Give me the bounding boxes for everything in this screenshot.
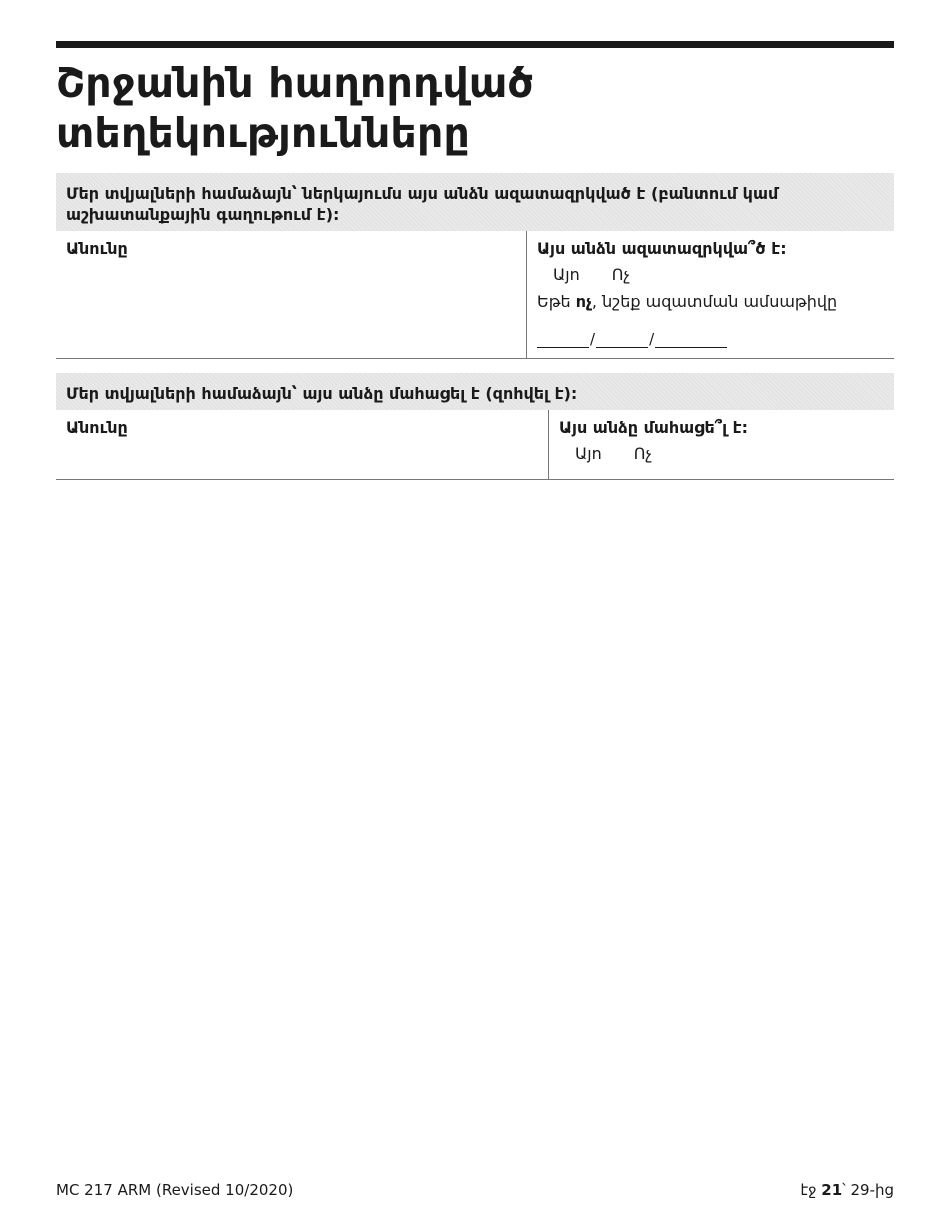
release-date-year-blank[interactable] — [655, 333, 727, 348]
incarcerated-option-no[interactable]: Ոչ — [611, 265, 630, 284]
deceased-options — [559, 444, 884, 463]
footer-page-current: 21 — [821, 1181, 843, 1199]
release-date-field — [537, 330, 884, 348]
incarcerated-question-cell — [526, 231, 894, 358]
deceased-name-field[interactable] — [56, 410, 548, 479]
footer-page-prefix: էջ — [800, 1181, 817, 1199]
release-date-instruction-prefix: Եթե — [537, 292, 571, 311]
release-date-separator-1: / — [590, 330, 596, 348]
page-title — [56, 58, 894, 173]
deceased-row — [56, 410, 894, 480]
release-date-month-blank[interactable] — [537, 333, 589, 348]
deceased-section — [56, 373, 894, 480]
footer-page-number — [800, 1181, 894, 1199]
form-page — [56, 41, 894, 480]
incarcerated-name-field[interactable] — [56, 231, 526, 358]
incarcerated-row — [56, 231, 894, 359]
deceased-question: Այս անձը մահացե՞լ է: — [559, 418, 749, 437]
incarcerated-section — [56, 173, 894, 359]
incarcerated-section-header: Մեր տվյալների համաձայն՝ ներկայումս այս անձն ազատազրկված է (բանտում կամ աշխատանքային գաղութում է): — [56, 173, 894, 231]
page-title-line-2: տեղեկությունները — [56, 109, 471, 157]
release-date-instruction — [537, 292, 884, 311]
release-date-day-blank[interactable] — [596, 333, 648, 348]
release-date-separator-2: / — [649, 330, 655, 348]
deceased-option-yes[interactable]: Այո — [575, 444, 602, 463]
incarcerated-option-yes[interactable]: Այո — [553, 265, 580, 284]
deceased-name-label: Անունը — [66, 418, 128, 437]
top-rule — [56, 41, 894, 48]
footer-form-id: MC 217 ARM (Revised 10/2020) — [56, 1181, 294, 1199]
incarcerated-name-label: Անունը — [66, 239, 128, 258]
deceased-question-cell — [548, 410, 894, 479]
release-date-instruction-bold: ոչ — [575, 292, 592, 311]
footer-page-suffix: ՝ 29-ից — [842, 1181, 894, 1199]
release-date-instruction-suffix: , նշեք ազատման ամսաթիվը — [591, 292, 838, 311]
incarcerated-question: Այս անձն ազատազրկվա՞ծ է: — [537, 239, 787, 258]
section-spacer — [56, 359, 894, 373]
deceased-option-no[interactable]: Ոչ — [633, 444, 652, 463]
incarcerated-options — [537, 265, 884, 284]
deceased-section-header: Մեր տվյալների համաձայն՝ այս անձը մահացել է (զոհվել է): — [56, 373, 894, 410]
page-title-line-1: Շրջանին հաղորդված — [56, 59, 534, 107]
